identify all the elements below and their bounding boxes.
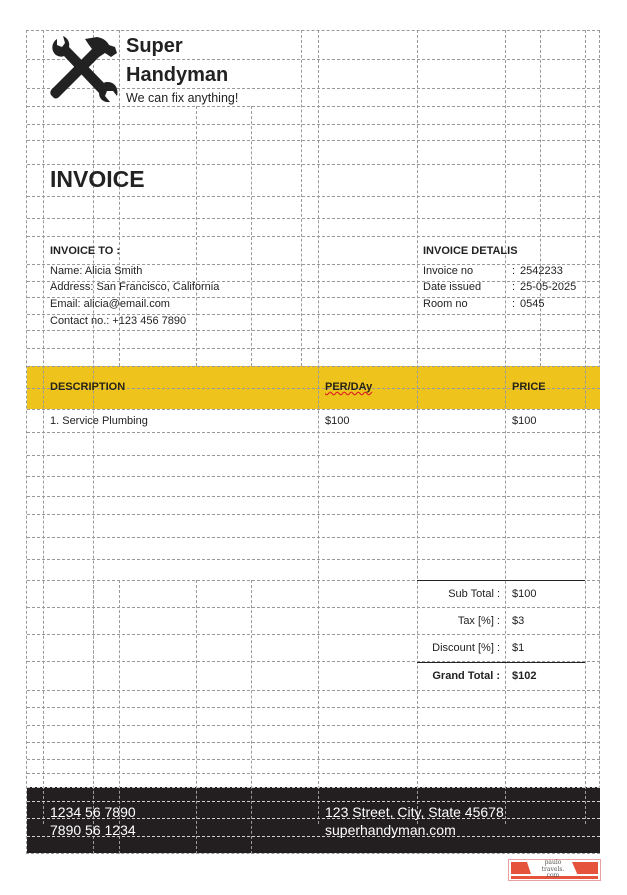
discount-value: $1 bbox=[512, 642, 525, 654]
customer-address: Address: San Francisco, California bbox=[50, 281, 220, 293]
footer-phone-1: 1234 56 7890 bbox=[50, 804, 136, 820]
invoice-title: INVOICE bbox=[50, 166, 145, 192]
invoice-page bbox=[26, 30, 600, 854]
brand-name-line1: Super bbox=[126, 35, 183, 57]
brand-tagline: We can fix anything! bbox=[126, 91, 239, 105]
room-no-sep: : bbox=[512, 298, 516, 310]
invoice-no-label: Invoice no bbox=[423, 265, 474, 277]
subtotal-value: $100 bbox=[512, 588, 537, 600]
watermark-line1: paulo bbox=[544, 859, 562, 866]
date-issued-sep: : bbox=[512, 281, 516, 293]
customer-contact: Contact no.: +123 456 7890 bbox=[50, 315, 187, 327]
grand-total-label: Grand Total : bbox=[432, 670, 500, 682]
hammer-wrench-crossed-icon bbox=[49, 35, 119, 105]
watermark-line3: com bbox=[546, 872, 560, 879]
invoice-no-sep: : bbox=[512, 265, 516, 277]
invoice-to-heading: INVOICE TO : bbox=[50, 245, 121, 257]
invoice-details-heading: INVOICE DETALIS bbox=[423, 245, 518, 257]
grand-total-rule bbox=[417, 662, 585, 663]
discount-label: Discount [%] : bbox=[432, 642, 500, 654]
totals-top-rule bbox=[417, 580, 585, 581]
subtotal-label: Sub Total : bbox=[448, 588, 500, 600]
column-header-per-day: PER/DAy bbox=[325, 381, 373, 393]
room-no-value: 0545 bbox=[520, 298, 545, 310]
footer-phone-2: 7890 56 1234 bbox=[50, 822, 136, 838]
tax-value: $3 bbox=[512, 615, 525, 627]
date-issued-value: 25-05-2025 bbox=[520, 281, 577, 293]
grand-total-value: $102 bbox=[512, 670, 537, 682]
footer-address: 123 Street, City, State 45678 bbox=[325, 804, 504, 820]
customer-email: Email: alicia@email.com bbox=[50, 298, 170, 310]
room-no-label: Room no bbox=[423, 298, 468, 310]
tax-label: Tax [%] : bbox=[457, 615, 500, 627]
footer-website[interactable]: superhandyman.com bbox=[325, 822, 456, 838]
invoice-no-value: 2542233 bbox=[520, 265, 563, 277]
customer-name: Name: Alicia Smith bbox=[50, 265, 143, 277]
row-1-description: 1. Service Plumbing bbox=[50, 415, 148, 427]
column-header-price: PRICE bbox=[512, 381, 546, 393]
watermark-badge bbox=[508, 859, 601, 881]
date-issued-label: Date issued bbox=[423, 281, 482, 293]
footer-band bbox=[27, 787, 600, 853]
row-1-per-day: $100 bbox=[325, 415, 350, 427]
watermark-line2: travels. bbox=[541, 865, 565, 873]
column-header-description: DESCRIPTION bbox=[50, 381, 126, 393]
brand-name-line2: Handyman bbox=[126, 64, 229, 86]
row-1-price: $100 bbox=[512, 415, 537, 427]
